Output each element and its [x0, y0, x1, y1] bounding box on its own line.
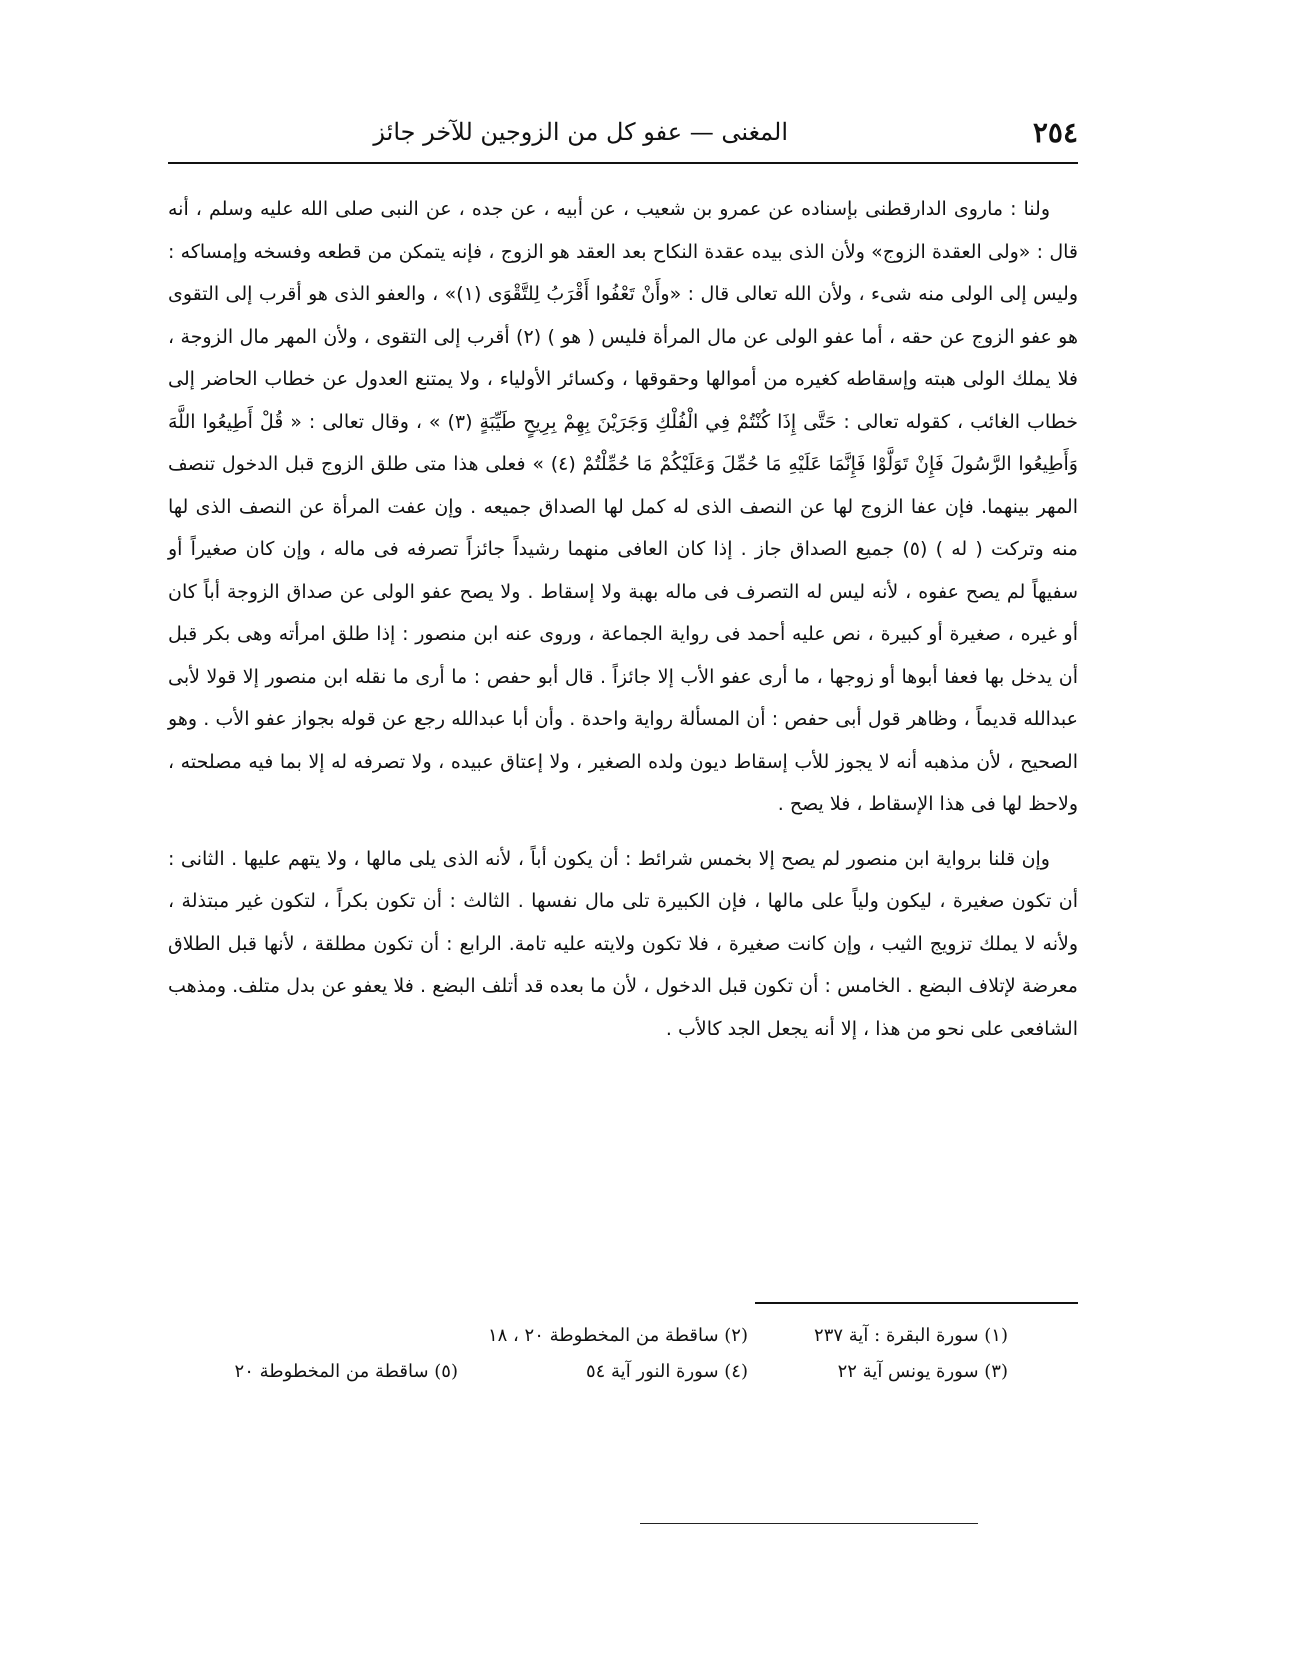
footnote-1: (١) سورة البقرة : آية ٢٣٧ — [814, 1325, 1008, 1346]
page-number: ٢٥٤ — [1032, 116, 1078, 149]
bottom-rule — [640, 1523, 978, 1524]
footnotes — [168, 1318, 1008, 1390]
footnote-3: (٣) سورة يونس آية ٢٢ — [837, 1361, 1008, 1382]
footnote-4: (٤) سورة النور آية ٥٤ — [585, 1361, 748, 1382]
paragraph-2: وإن قلنا برواية ابن منصور لم يصح إلا بخمس شرائط : أن يكون أباً ، لأنه الذى يلى مالها ، ولا يتهم عليها . الثانى : أن تكون صغيرة ، ليكون ولياً على مالها ، فإن الكبيرة تلى مال نفسها . الثالث : أن تكون بكراً ، لتكون غير مبتذلة ، ولأنه لا يملك تزويج الثيب ، وإن كانت صغيرة ، فلا تكون ولايته عليه تامة. الرابع : أن تكون مطلقة ، لأنها قبل الطلاق معرضة لإتلاف البضع . الخامس : أن تكون قبل الدخول ، لأن ما بعده قد أتلف البضع . فلا يعفو عن بدل متلف. ومذهب الشافعى على نحو من هذا ، إلا أنه يجعل الجد كالأب . — [168, 847, 1078, 1040]
footnote-row-1 — [168, 1318, 1008, 1354]
footnote-row-2 — [168, 1354, 1008, 1390]
page-header — [168, 112, 1078, 162]
footnote-rule — [755, 1302, 1078, 1304]
footnote-spacer — [168, 1318, 458, 1354]
footnote-2: (٢) ساقطة من المخطوطة ٢٠ ، ١٨ — [487, 1325, 748, 1346]
footnote-5: (٥) ساقطة من المخطوطة ٢٠ — [234, 1361, 458, 1382]
paragraph-1: ولنا : ماروى الدارقطنى بإسناده عن عمرو بن شعيب ، عن أبيه ، عن جده ، عن النبى صلى الله عليه وسلم ، أنه قال : «ولى العقدة الزوج» ولأن الذى بيده عقدة النكاح بعد العقد هو الزوج ، فإنه يتمكن من قطعه وفسخه وإمساكه : وليس إلى الولى منه شىء ، ولأن الله تعالى قال : «وأَنْ تَعْفُوا أَقْرَبُ لِلتَّقْوَى (١)» ، والعفو الذى هو أقرب إلى التقوى هو عفو الزوج عن حقه ، أما عفو الولى عن مال المرأة فليس ( هو ) (٢) أقرب إلى التقوى ، ولأن المهر مال الزوجة ، فلا يملك الولى هبته وإسقاطه كغيره من أموالها وحقوقها ، وكسائر الأولياء ، ولا يمتنع العدول عن خطاب الحاضر إلى خطاب الغائب ، كقوله تعالى : حَتَّى إِذَا كُنْتُمْ فِي الْفُلْكِ وَجَرَيْنَ بِهِمْ بِرِيحٍ طَيِّبَةٍ (٣) » ، وقال تعالى : « قُلْ أَطِيعُوا اللَّهَ وَأَطِيعُوا الرَّسُولَ فَإِنْ تَوَلَّوْا فَإِنَّمَا عَلَيْهِ مَا حُمِّلَ وَعَلَيْكُمْ مَا حُمِّلْتُمْ (٤) » فعلى هذا متى طلق الزوج قبل الدخول تنصف المهر بينهما. فإن عفا الزوج لها عن النصف الذى له كمل لها الصداق جميعه . وإن عفت المرأة عن النصف الذى لها منه وتركت ( له ) (٥) جميع الصداق جاز . إذا كان العافى منهما رشيداً جائزاً تصرفه فى ماله ، وإن كان صغيراً أو سفيهاً لم يصح عفوه ، لأنه ليس له التصرف فى ماله بهبة ولا إسقاط . ولا يصح عفو الولى عن صداق الزوجة أباً كان أو غيره ، صغيرة أو كبيرة ، نص عليه أحمد فى رواية الجماعة ، وروى عنه ابن منصور : إذا طلق امرأته وهى بكر قبل أن يدخل بها فعفا أبوها أو زوجها ، ما أرى عفو الأب إلا جائزاً . قال أبو حفص : ما أرى ما نقله ابن منصور إلا قولا لأبى عبدالله قديماً ، وظاهر قول أبى حفص : أن المسألة رواية واحدة . وأن أبا عبدالله رجع عن قوله بجواز عفو الأب . وهو الصحيح ، لأن مذهبه أنه لا يجوز للأب إسقاط ديون ولده الصغير ، ولا إعتاق عبيده ، ولا تصرفه له إلا بما فيه مصلحته ، ولاحظ لها فى هذا الإسقاط ، فلا يصح . — [168, 198, 1079, 815]
running-title: المغنى — عفو كل من الزوجين للآخر جائز — [373, 118, 788, 146]
main-text — [168, 188, 1078, 1050]
header-rule — [168, 162, 1078, 164]
